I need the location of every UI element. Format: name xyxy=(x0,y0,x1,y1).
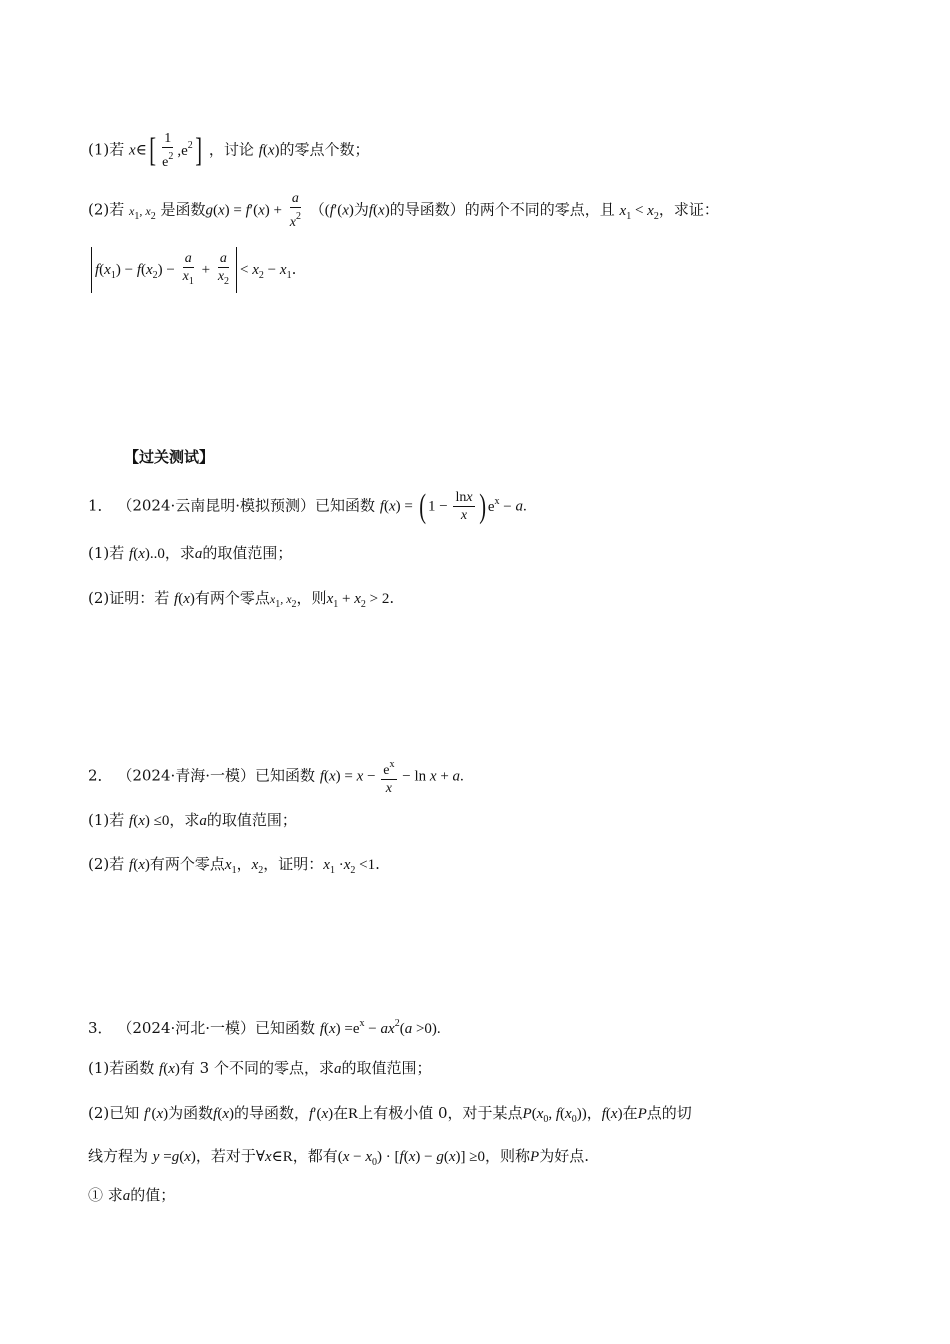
intro-q1: (1)若 x∈[ $\frac{1}{e^2}$ $,e^2$] ，讨论 f(x)的零点个数； xyxy=(88,131,370,170)
problem3-sub1-tail: 的取值范围； xyxy=(341,1059,432,1077)
q1-label: (1)若 xyxy=(88,140,125,159)
q2-text6: . xyxy=(291,260,297,278)
problem1-sub1-label: (1)若 xyxy=(88,544,125,562)
problem3-line2-text4: ，则称 xyxy=(485,1147,531,1165)
math-frac-1-e2: $\frac{1}{e^2}$ xyxy=(162,131,174,170)
intro-q2: (2)若 $x_1$, $x_2$ 是函数g(x) = f′(x) + $\frac{a}{x^2}$ （(f′(x)为f(x)的导函数）的两个不同的零点，且 $x_1 < x_2$，求证： xyxy=(88,191,719,230)
problem3-sub2-text6: 在 xyxy=(622,1104,638,1122)
problem2-statement: 2． （2024·青海·一模）已知函数 f(x) = x − $\frac{e^x}{x}$ − ln x + a. xyxy=(88,756,464,797)
problem1-sub2: (2)证明：若 f(x)有两个零点$x_1$, $x_2$，则$x_1 + x_2 > 2$. xyxy=(88,589,395,610)
intro-q2-inequality: $f(x_1) - f(x_2)$ − $\frac{a}{x_1}$ + $\frac{a}{x_2}$ < $x_2 - x_1$. xyxy=(88,247,296,293)
q2-text5: ，求证： xyxy=(658,200,719,219)
problem3-sub2-text4: 上有极小值 0，对于某点 xyxy=(358,1104,523,1122)
problem2-sub2-label: (2)若 xyxy=(88,855,125,873)
problem3-sub2-text2: 的导函数， xyxy=(234,1104,310,1122)
problem3-sub2: (2)已知 f′(x)为函数f(x)的导函数，f′(x)在R上有极小值 0，对于某点$P(x_0$, $f(x_0)$)，f(x)在P点的切 xyxy=(88,1104,692,1125)
problem1-sub1: (1)若 f(x)..0，求a的取值范围； xyxy=(88,544,293,562)
problem3-sub2-text1: 为函数 xyxy=(168,1104,214,1122)
problem1-sub2-text1: 有两个零点 xyxy=(194,589,270,607)
problem3-line2-text2: ，若对于 xyxy=(195,1147,256,1165)
math-x-in: x xyxy=(129,142,136,159)
q2-text4: 的导函数）的两个不同的零点，且 xyxy=(389,200,615,219)
problem2-sub1-text: ，求 xyxy=(169,811,200,829)
problem1-sub2-text3: . xyxy=(389,589,395,607)
q2-text2: （ xyxy=(309,200,325,219)
problem1-number: 1． xyxy=(88,496,113,515)
problem2-sub2-text3: . xyxy=(375,855,380,873)
problem3-line2-text1: 线方程为 xyxy=(88,1147,149,1165)
problem2-sub2-text1: 有两个零点 xyxy=(149,855,225,873)
problem3-item1: ① 求a的值； xyxy=(88,1186,176,1204)
problem3-sub2-text5: ， xyxy=(586,1104,602,1122)
problem3-sub2-label: (2)已知 xyxy=(88,1104,140,1122)
q1-text: ，讨论 xyxy=(208,140,254,159)
math-frac-ex-x: $\frac{e^x}{x}$ xyxy=(381,756,396,797)
problem1-sub1-text: ，求 xyxy=(164,544,195,562)
problem3-line2-text5: 为好点. xyxy=(539,1147,589,1165)
math-frac-lnx-x: $\frac{\ln x}{x}$ xyxy=(455,490,473,523)
q1-tail: 的零点个数； xyxy=(279,140,370,159)
problem1-sub2-label: (2)证明：若 xyxy=(88,589,170,607)
problem3-sub2-text7: 点的切 xyxy=(646,1104,692,1122)
problem3-sub1-label: (1)若函数 xyxy=(88,1059,155,1077)
problem1-sub2-text2: ，则 xyxy=(296,589,327,607)
problem3-sub1: (1)若函数 f(x)有 3 个不同的零点，求a的取值范围； xyxy=(88,1059,432,1077)
section-title: 【过关测试】 xyxy=(124,448,215,466)
problem2-sub2: (2)若 f(x)有两个零点$x_1$，$x_2$，证明：$x_1 \cdot x_2 <1$. xyxy=(88,855,380,876)
problem3-statement: 3． （2024·河北·一模）已知函数 $f(x) =e^x - ax^2(a >0)$. xyxy=(88,1018,441,1037)
problem2-sub1-label: (1)若 xyxy=(88,811,125,829)
problem2-sub1-tail: 的取值范围； xyxy=(206,811,297,829)
problem1-source: （2024·云南昆明·模拟预测）已知函数 xyxy=(117,496,376,515)
q2-text3: 为 xyxy=(353,200,369,219)
math-frac-a-x2: $\frac{a}{x^2}$ xyxy=(289,191,301,230)
problem3-source: （2024·河北·一模）已知函数 xyxy=(117,1019,316,1037)
problem3-number: 3． xyxy=(88,1019,113,1037)
problem3-sub2-line2: 线方程为 y =g(x)，若对于∀x∈R，都有$(x - x_0) \cdot [f(x) - g(x)] \ge 0$，则称P为好点. xyxy=(88,1147,589,1168)
q2-label: (2)若 xyxy=(88,200,125,219)
problem3-item1-label: ① 求 xyxy=(88,1186,123,1204)
problem2-sub1: (1)若 f(x) ≤0，求a的取值范围； xyxy=(88,811,297,829)
problem2-source: （2024·青海·一模）已知函数 xyxy=(117,766,316,785)
q2-text1: 是函数 xyxy=(160,200,206,219)
problem3-sub2-text3: 在 xyxy=(333,1104,349,1122)
problem3-sub1-text: 有 3 个不同的零点，求 xyxy=(179,1059,334,1077)
problem3-item1-tail: 的值； xyxy=(130,1186,176,1204)
problem2-sub2-text2: ，证明： xyxy=(263,855,324,873)
problem3-line2-text3: ，都有 xyxy=(292,1147,338,1165)
problem2-number: 2． xyxy=(88,766,113,785)
problem1-sub1-tail: 的取值范围； xyxy=(202,544,293,562)
problem1-statement: 1． （2024·云南昆明·模拟预测）已知函数 f(x) = ( 1 − $\frac{\ln x}{x}$ ) $e^x - a$. xyxy=(88,487,527,525)
